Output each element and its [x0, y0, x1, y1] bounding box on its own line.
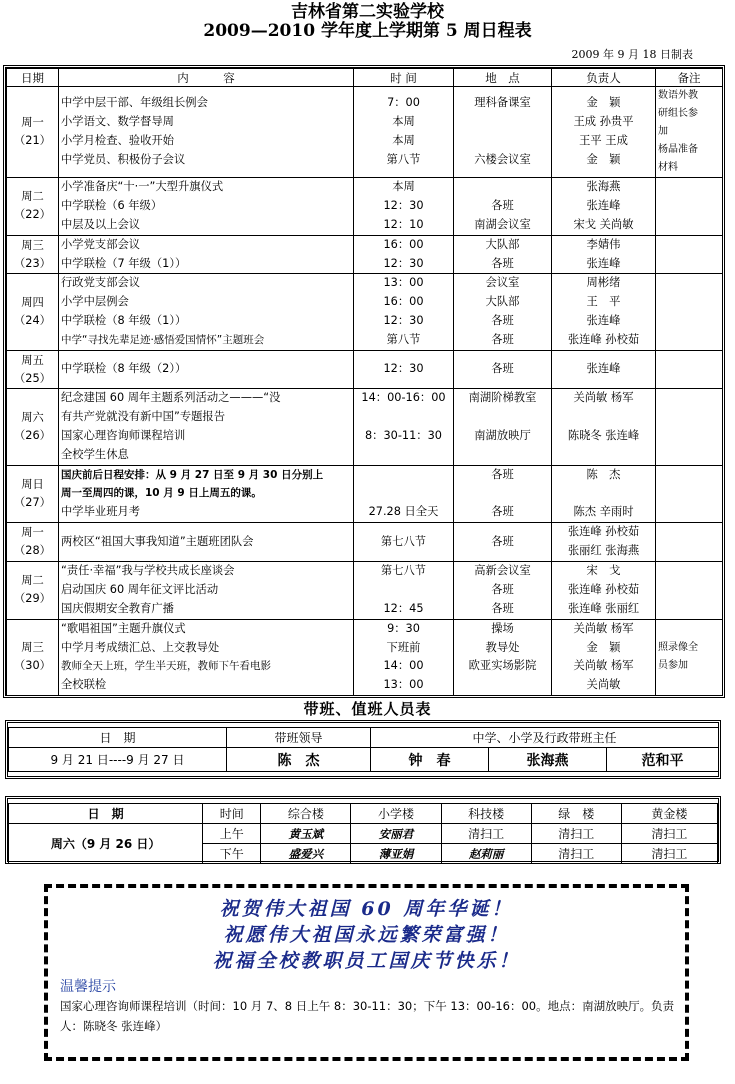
event-person-line: 周彬绪 [586, 276, 621, 290]
event-person-line: 陈 杰 [586, 467, 621, 481]
event-person [552, 87, 656, 178]
sat-cell: 薄亚娟 [351, 844, 441, 864]
event-place-line: 南湖会议室 [474, 217, 531, 231]
day-number: （30） [14, 659, 51, 673]
day-number: （27） [14, 495, 51, 509]
school-name: 吉林省第二实验学校 [291, 2, 444, 22]
day-name: 周二 [21, 574, 44, 588]
event-time-line: 7：00 [387, 96, 420, 110]
event-place-line: 各班 [491, 582, 514, 596]
duty-head: 张海燕 [489, 748, 607, 772]
schedule-row [7, 235, 723, 274]
event-person-line: 宋 戈 [586, 564, 621, 578]
schedule-row [7, 465, 723, 523]
event-time-line: 16：00 [383, 237, 424, 251]
event-content-line: 中学联检（8 年级（2）） [61, 362, 187, 376]
event-person-line [554, 408, 653, 427]
event-time-line [356, 408, 451, 427]
event-note [656, 619, 723, 696]
event-place-line: 各班 [491, 333, 514, 347]
event-content-line: 教师全天上班，学生半天班，教师下午看电影 [61, 660, 271, 673]
saturday-table [8, 803, 718, 864]
sat-cell: 下午 [203, 844, 261, 864]
day-number: （22） [14, 208, 51, 222]
schedule-frame [3, 65, 725, 698]
event-content [59, 562, 354, 620]
event-place-line: 操场 [491, 621, 514, 635]
schedule-row [7, 178, 723, 236]
event-note [656, 465, 723, 523]
event-time-line: 第八节 [386, 333, 421, 347]
duty-head: 钟 春 [371, 748, 489, 772]
made-date: 2009 年 9 月 18 日制表 [571, 48, 693, 61]
day-cell [7, 523, 59, 562]
event-note [656, 178, 723, 236]
event-person-line: 关尚敏 杨军 [573, 391, 634, 405]
event-place-line: 高新会议室 [474, 564, 531, 578]
sat-cell: 清扫工 [531, 824, 621, 844]
duty-head: 范和平 [607, 748, 719, 772]
event-time-line: 12：45 [383, 601, 424, 615]
event-place-line [456, 408, 549, 427]
schedule-row [7, 87, 723, 178]
event-note [656, 389, 723, 466]
event-person-line: 张连峰 孙校茹 [567, 582, 640, 596]
schedule-row [7, 274, 723, 351]
event-note-line: 材料 [658, 162, 678, 173]
greeting-line: 祝贺伟大祖国 60 周年华诞！ [219, 898, 514, 920]
sat-cell: 赵莉丽 [441, 844, 531, 864]
event-place-line: 理科备课室 [474, 96, 531, 110]
event-note-line: 加 [658, 126, 668, 137]
event-place-line: 欧亚实场影院 [468, 659, 537, 673]
event-person-line: 王成 孙贵平 [573, 115, 634, 129]
event-place [454, 523, 552, 562]
event-content-line: 全校联检 [61, 678, 107, 692]
schedule-row [7, 619, 723, 696]
event-person-line: 张连峰 [586, 198, 621, 212]
event-time-line: 27.28 日全天 [368, 505, 439, 519]
event-place-line [456, 484, 549, 503]
sat-header: 黄金楼 [621, 804, 717, 824]
event-person-line: 宋戈 关尚敏 [573, 217, 634, 231]
day-name: 周日 [21, 477, 44, 491]
event-content-line: 中学党员、积极份子会议 [61, 152, 186, 166]
event-time-line: 8：30-11：30 [365, 428, 442, 442]
event-content-line: 启动国庆 60 周年征文评比活动 [61, 582, 219, 596]
event-person-line [554, 484, 653, 503]
event-place-line [456, 446, 549, 465]
event-time [354, 562, 454, 620]
sat-header: 小学楼 [351, 804, 441, 824]
day-number: （24） [14, 314, 51, 328]
day-cell [7, 87, 59, 178]
event-time-line: 14：00 [383, 659, 424, 673]
duty-header-heads: 中学、小学及行政带班主任 [371, 728, 719, 748]
event-person-line: 张连峰 张丽红 [567, 601, 640, 615]
event-content-line: 小学月检查、验收开始 [61, 134, 174, 147]
event-time-line: 12：30 [383, 314, 424, 328]
event-content-line: 纪念建国 60 周年主题系列活动之———“没 [61, 391, 281, 405]
event-person-line: 陈杰 辛雨时 [573, 505, 634, 519]
event-person-line: 张连峰 [586, 256, 621, 270]
day-name: 周二 [21, 190, 44, 204]
event-content-line: 行政党支部会议 [61, 276, 141, 290]
event-time-line: 本周 [392, 115, 415, 129]
event-person-line: 金 颖 [586, 152, 621, 166]
event-person-line: 关尚敏 [586, 678, 621, 692]
event-time [354, 619, 454, 696]
sat-header: 日 期 [9, 804, 203, 824]
event-time-line: 12：10 [383, 217, 424, 231]
event-content-line: 中学联检（8 年级（1）） [61, 314, 187, 328]
event-person [552, 562, 656, 620]
event-person [552, 523, 656, 562]
event-content-line: 中层及以上会议 [61, 217, 141, 231]
event-time-line: 13：00 [383, 678, 424, 692]
event-place [454, 619, 552, 696]
event-person [552, 351, 656, 389]
event-content [59, 351, 354, 389]
event-person-line: 张连峰 孙校茹 [567, 525, 640, 539]
event-content-line: 中学毕业班月考 [61, 505, 141, 519]
event-content-line: 周一至周四的课，10 月 9 日上周五的课。 [61, 487, 262, 500]
sat-header: 科技楼 [441, 804, 531, 824]
day-number: （25） [14, 371, 51, 385]
event-place [454, 465, 552, 523]
event-time-line [356, 484, 451, 503]
event-person-line: 张海燕 [586, 180, 621, 193]
event-person [552, 619, 656, 696]
day-name: 周三 [21, 238, 44, 252]
event-place-line: 南湖阶梯教室 [468, 391, 537, 405]
event-place-line [456, 113, 549, 132]
schedule-row [7, 389, 723, 466]
event-place [454, 274, 552, 351]
event-person-line: 关尚敏 杨军 [573, 659, 634, 673]
event-place [454, 389, 552, 466]
event-place-line: 各班 [491, 534, 514, 548]
event-content-line: 国庆假期安全教育广播 [61, 601, 174, 615]
event-place-line: 六楼会议室 [474, 152, 531, 166]
event-time [354, 235, 454, 274]
day-number: （26） [14, 428, 51, 442]
event-content [59, 389, 354, 466]
event-note-line: 照录像全 [658, 642, 698, 654]
col-note: 备注 [656, 69, 723, 87]
event-content-line: 中学联检（7 年级（1）） [61, 256, 187, 270]
event-content-line: 小学语文、数学督导周 [61, 115, 174, 129]
event-person-line: 王平 王成 [579, 134, 628, 147]
event-time-line: 本周 [392, 180, 415, 193]
event-place [454, 351, 552, 389]
day-cell [7, 465, 59, 523]
greeting-line: 祝愿伟大祖国永远繁荣富强！ [223, 924, 510, 946]
event-content-line: 有共产党就没有新中国”专题报告 [61, 409, 226, 423]
event-place [454, 178, 552, 236]
duty-title: 带班、值班人员表 [303, 700, 432, 718]
event-time [354, 178, 454, 236]
schedule-row [7, 562, 723, 620]
event-person-line: 张连峰 孙校茹 [567, 333, 640, 347]
schedule-header-row [7, 69, 723, 87]
day-name: 周一 [21, 526, 44, 540]
event-person-line: 陈晓冬 张连峰 [567, 428, 640, 442]
schedule-table [6, 68, 723, 696]
event-content-line: 小学准备庆“十·一”大型升旗仪式 [61, 180, 224, 193]
event-time-line: 12：30 [383, 198, 424, 212]
event-place [454, 235, 552, 274]
day-cell [7, 619, 59, 696]
event-place-line [456, 132, 549, 151]
event-content-line: “歌唱祖国”主题升旗仪式 [61, 621, 186, 635]
event-time-line: 第七八节 [380, 564, 427, 578]
event-time [354, 389, 454, 466]
col-time: 时 间 [354, 69, 454, 87]
event-person-line: 金 颖 [586, 640, 621, 654]
event-place-line: 各班 [491, 467, 514, 481]
sat-cell: 盛爱兴 [261, 844, 351, 864]
event-person [552, 235, 656, 274]
tip-title: 温馨提示 [60, 979, 116, 995]
duty-header-date: 日 期 [9, 728, 227, 748]
event-time-line: 第七八节 [380, 534, 427, 548]
duty-date: 9 月 21 日----9 月 27 日 [9, 748, 227, 772]
day-cell [7, 351, 59, 389]
sat-cell: 黄玉斌 [261, 824, 351, 844]
event-content [59, 235, 354, 274]
event-content [59, 274, 354, 351]
event-content [59, 523, 354, 562]
event-content-line: 小学党支部会议 [61, 237, 141, 251]
event-time [354, 523, 454, 562]
day-name: 周四 [21, 296, 44, 310]
greeting-box [44, 884, 689, 1061]
sat-cell: 安丽君 [351, 824, 441, 844]
schedule-row [7, 351, 723, 389]
event-note [656, 562, 723, 620]
sat-header: 时间 [203, 804, 261, 824]
day-cell [7, 562, 59, 620]
greeting-line: 祝福全校教职员工国庆节快乐！ [212, 950, 521, 972]
event-person-line: 张连峰 [586, 362, 621, 376]
event-time-line: 下班前 [386, 640, 421, 654]
event-note-line: 杨晶准备 [658, 144, 698, 155]
day-name: 周五 [21, 353, 44, 367]
event-time-line: 9：30 [387, 621, 420, 635]
event-place-line: 南湖放映厅 [474, 428, 531, 442]
sat-cell: 清扫工 [621, 824, 717, 844]
event-place-line: 各班 [491, 198, 514, 212]
col-person: 负责人 [552, 69, 656, 87]
event-content-line: 小学中层例会 [61, 295, 129, 309]
duty-table [8, 727, 719, 772]
duty-leader: 陈 杰 [227, 748, 371, 772]
day-name: 周三 [21, 641, 44, 655]
event-content [59, 178, 354, 236]
event-note [656, 351, 723, 389]
day-number: （23） [14, 256, 51, 270]
event-place-line: 各班 [491, 314, 514, 328]
event-note-line: 数语外教 [658, 90, 698, 101]
event-content-line: 中学中层干部、年级组长例会 [61, 96, 208, 110]
event-note [656, 87, 723, 178]
event-time [354, 87, 454, 178]
event-content [59, 87, 354, 178]
event-note [656, 523, 723, 562]
event-time-line [356, 466, 451, 485]
event-place-line: 教导处 [485, 640, 520, 654]
sat-header: 绿 楼 [531, 804, 621, 824]
event-time [354, 274, 454, 351]
event-time-line [356, 446, 451, 465]
event-note-line: 员参加 [658, 660, 688, 672]
event-time-line [356, 581, 451, 600]
event-person-line [554, 446, 653, 465]
event-person [552, 465, 656, 523]
event-time-line: 16：00 [383, 295, 424, 309]
day-name: 周六 [21, 410, 44, 424]
event-person-line: 王 平 [586, 295, 621, 309]
event-person [552, 274, 656, 351]
event-person-line: 张丽红 张海燕 [567, 544, 640, 558]
event-place-line [456, 178, 549, 197]
event-content-line: 全校学生休息 [61, 447, 129, 461]
sat-cell: 清扫工 [621, 844, 717, 864]
event-content-line: 国家心理咨询师课程培训 [61, 428, 186, 442]
event-person-line: 张连峰 [586, 314, 621, 328]
col-date: 日期 [7, 69, 59, 87]
event-note-line: 研组长参 [658, 108, 698, 119]
event-time [354, 351, 454, 389]
sat-cell: 上午 [203, 824, 261, 844]
event-place-line: 各班 [491, 256, 514, 270]
event-place-line: 各班 [491, 362, 514, 376]
sat-cell: 清扫工 [441, 824, 531, 844]
day-cell [7, 274, 59, 351]
event-note [656, 274, 723, 351]
day-cell [7, 235, 59, 274]
duty-header-leader: 带班领导 [227, 728, 371, 748]
event-content-line: 中学联检（6 年级） [61, 198, 163, 212]
event-content-line: 国庆前后日程安排：从 9 月 27 日至 9 月 30 日分别上 [61, 468, 324, 481]
day-number: （21） [14, 134, 51, 147]
tip-text: 国家心理咨询师课程培训（时间：10 月 7、8 日上午 8：30-11：30；下午 13：00-16：00。地点：南湖放映厅。负责人：陈晓冬 张连峰） [60, 999, 675, 1033]
day-number: （28） [14, 544, 51, 558]
event-person [552, 178, 656, 236]
event-time-line: 12：30 [383, 256, 424, 270]
event-content-line: 中学“寻找先辈足迹·感悟爱国情怀”主题班会 [61, 334, 265, 347]
event-time-line: 13：00 [383, 276, 424, 290]
sat-header: 综合楼 [261, 804, 351, 824]
event-person-line: 李婧伟 [586, 237, 621, 251]
event-content [59, 465, 354, 523]
event-time [354, 465, 454, 523]
schedule-row [7, 523, 723, 562]
event-person-line: 金 颖 [586, 96, 621, 110]
event-content-line: “责任·幸福”我与学校共成长座谈会 [61, 564, 235, 578]
event-person [552, 389, 656, 466]
event-place-line [456, 676, 549, 695]
event-time-line: 12：30 [383, 362, 424, 376]
event-place-line: 各班 [491, 601, 514, 615]
saturday-table-frame [5, 796, 721, 864]
day-number: （29） [14, 592, 51, 606]
day-cell [7, 178, 59, 236]
sat-cell: 清扫工 [531, 844, 621, 864]
event-place-line: 会议室 [485, 276, 520, 290]
event-place-line: 大队部 [485, 237, 520, 251]
sat-date: 周六（9 月 26 日） [9, 824, 203, 864]
event-place [454, 87, 552, 178]
event-time-line: 第八节 [386, 152, 421, 166]
event-person-line: 关尚敏 杨军 [573, 621, 634, 635]
event-time-line: 14：00-16：00 [361, 391, 446, 405]
duty-table-frame [5, 720, 721, 779]
col-place: 地 点 [454, 69, 552, 87]
event-place [454, 562, 552, 620]
day-cell [7, 389, 59, 466]
event-note [656, 235, 723, 274]
event-content-line: 两校区“祖国大事我知道”主题班团队会 [61, 534, 254, 548]
event-content [59, 619, 354, 696]
event-place-line: 各班 [491, 505, 514, 519]
col-content: 内 容 [59, 69, 354, 87]
schedule-title: 2009—2010 学年度上学期第 5 周日程表 [203, 21, 532, 41]
day-name: 周一 [21, 116, 44, 129]
event-place-line: 大队部 [485, 295, 520, 309]
event-content-line: 中学月考成绩汇总、上交教导处 [61, 640, 220, 654]
event-time-line: 本周 [392, 134, 415, 147]
